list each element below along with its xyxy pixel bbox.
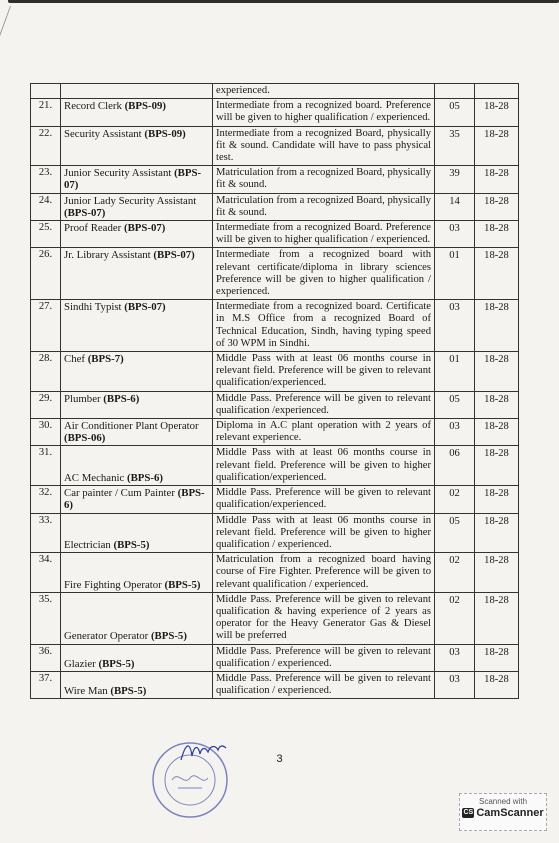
post-title: Plumber: [64, 392, 101, 405]
qualification: Diploma in A.C plant operation with 2 years of relevant experience.: [213, 419, 435, 446]
post-name: [61, 391, 213, 418]
post-name: [61, 99, 213, 126]
post-title: Chef: [64, 353, 85, 366]
post-count: 03: [435, 644, 475, 671]
qualification: Middle Pass. Preference will be given to relevant qualification / experienced.: [213, 644, 435, 671]
row-number: 24.: [31, 193, 61, 220]
table-row: [31, 513, 519, 553]
row-number: 36.: [31, 644, 61, 671]
row-number: 25.: [31, 221, 61, 248]
post-title: Junior Security Assistant: [64, 167, 172, 180]
scanner-caption: Scanned with: [478, 797, 528, 806]
post-title: Car painter / Cum Painter: [64, 487, 175, 500]
row-number: 26.: [31, 248, 61, 300]
qualification: Middle Pass with at least 06 months course in relevant field. Preference will be given to higher qualification / experienced.: [213, 513, 435, 553]
post-title: Generator Operator: [64, 630, 149, 643]
post-count: 02: [435, 553, 475, 593]
qualification: Middle Pass. Preference will be given to relevant qualification & having experience of 2 years as operator for the Heavy Generator Gas & Diesel will be preferred: [213, 592, 435, 644]
row-number: 23.: [31, 166, 61, 193]
pen-stroke: [0, 6, 43, 66]
post-title: Proof Reader: [64, 222, 122, 235]
post-count: 03: [435, 671, 475, 698]
post-count: 02: [435, 592, 475, 644]
scanner-brand: [460, 807, 546, 819]
post-count: 35: [435, 126, 475, 166]
post-name: [61, 193, 213, 220]
post-title: Electrician: [64, 538, 111, 551]
age-limit: 18-28: [475, 671, 519, 698]
post-count: 03: [435, 221, 475, 248]
age-limit: 18-28: [475, 300, 519, 352]
post-count: 03: [435, 419, 475, 446]
post-count: 02: [435, 486, 475, 513]
post-grade: (BPS-06): [64, 432, 106, 445]
table-row: [31, 486, 519, 513]
post-count: 01: [435, 352, 475, 392]
post-title: Sindhi Typist: [64, 301, 122, 314]
post-count: 06: [435, 446, 475, 486]
age-limit: [475, 84, 519, 99]
post-name: [61, 644, 213, 671]
qualification: Intermediate from a recognized board with relevant certificate/diploma in library sciences Preference will be given to higher qualification / experienced.: [213, 248, 435, 300]
post-count: 05: [435, 99, 475, 126]
qualification: Middle Pass. Preference will be given to relevant qualification /experienced.: [213, 391, 435, 418]
qualification: Matriculation from a recognized Board, physically fit & sound.: [213, 166, 435, 193]
post-name: [61, 486, 213, 513]
qualification: Matriculation from a recognized Board, physically fit & sound.: [213, 193, 435, 220]
post-grade: (BPS-07): [64, 206, 106, 219]
post-count: [435, 84, 475, 99]
post-grade: (BPS-07): [153, 249, 195, 262]
top-border-line: [8, 0, 559, 3]
signature: [178, 738, 228, 766]
post-name: [61, 300, 213, 352]
age-limit: 18-28: [475, 446, 519, 486]
post-name: [61, 84, 213, 99]
qualification: Matriculation from a recognized board having course of Fire Fighter. Preference will be given to relevant qualification / experienced.: [213, 553, 435, 593]
posts-table-body: [31, 84, 519, 699]
scanner-brand-name: CamScanner: [476, 807, 544, 819]
table-row: [31, 592, 519, 644]
post-name: [61, 248, 213, 300]
table-row: [31, 419, 519, 446]
age-limit: 18-28: [475, 221, 519, 248]
age-limit: 18-28: [475, 99, 519, 126]
age-limit: 18-28: [475, 553, 519, 593]
post-name: [61, 592, 213, 644]
post-grade: (BPS-5): [110, 685, 147, 698]
post-name: [61, 126, 213, 166]
table-row: [31, 84, 519, 99]
qualification: Middle Pass. Preference will be given to relevant qualification / experienced.: [213, 671, 435, 698]
row-number: 29.: [31, 391, 61, 418]
page-number: 3: [276, 753, 283, 765]
post-count: 05: [435, 391, 475, 418]
row-number: 37.: [31, 671, 61, 698]
post-count: 14: [435, 193, 475, 220]
age-limit: 18-28: [475, 592, 519, 644]
post-name: [61, 446, 213, 486]
post-grade: (BPS-5): [113, 538, 150, 551]
post-count: 03: [435, 300, 475, 352]
age-limit: 18-28: [475, 391, 519, 418]
post-grade: (BPS-07): [64, 167, 202, 192]
table-row: [31, 671, 519, 698]
qualification: experienced.: [213, 84, 435, 99]
camscanner-logo-icon: CS: [463, 809, 474, 817]
post-name: [61, 671, 213, 698]
post-title: Glazier: [64, 657, 96, 670]
post-title: Jr. Library Assistant: [64, 249, 151, 262]
age-limit: 18-28: [475, 486, 519, 513]
row-number: 27.: [31, 300, 61, 352]
row-number: 32.: [31, 486, 61, 513]
table-row: [31, 99, 519, 126]
post-title: Fire Fighting Operator: [64, 578, 162, 591]
table-row: [31, 248, 519, 300]
post-grade: (BPS-5): [150, 630, 187, 643]
post-grade: (BPS-7): [87, 353, 124, 366]
posts-table: [30, 83, 519, 699]
post-grade: (BPS-07): [123, 222, 166, 235]
table-row: [31, 553, 519, 593]
table-row: [31, 644, 519, 671]
row-number: 31.: [31, 446, 61, 486]
post-grade: (BPS-5): [164, 578, 201, 591]
post-name: [61, 513, 213, 553]
qualification: Intermediate from a recognized board. Preference will be given to higher qualification / experienced.: [213, 99, 435, 126]
table-row: [31, 446, 519, 486]
table-row: [31, 193, 519, 220]
post-name: [61, 352, 213, 392]
post-grade: (BPS-6): [126, 471, 163, 484]
table-row: [31, 126, 519, 166]
qualification: Middle Pass. Preference will be given to relevant qualification/experienced.: [213, 486, 435, 513]
qualification: Middle Pass with at least 06 months course in relevant field. Preference will be given to higher qualification/experienced.: [213, 446, 435, 486]
post-name: [61, 419, 213, 446]
row-number: 35.: [31, 592, 61, 644]
age-limit: 18-28: [475, 644, 519, 671]
camscanner-badge: [459, 793, 547, 831]
post-grade: (BPS-09): [144, 127, 186, 140]
post-grade: (BPS-5): [98, 657, 135, 670]
qualification: Middle Pass with at least 06 months course in relevant field. Preference will be given to relevant qualification/experienced.: [213, 352, 435, 392]
table-row: [31, 300, 519, 352]
qualification: Intermediate from a recognized board. Certificate in M.S Office from a recognized Board of Technical Education, Sindh, having typing speed of 30 WPM in Sindhi.: [213, 300, 435, 352]
row-number: 34.: [31, 553, 61, 593]
row-number: 22.: [31, 126, 61, 166]
age-limit: 18-28: [475, 166, 519, 193]
post-name: [61, 166, 213, 193]
table-row: [31, 391, 519, 418]
post-title: Record Clerk: [64, 100, 122, 113]
post-name: [61, 221, 213, 248]
age-limit: 18-28: [475, 513, 519, 553]
post-title: Wire Man: [64, 685, 108, 698]
post-title: Security Assistant: [64, 127, 142, 140]
qualification: Intermediate from a recognized Board. Preference will be given to higher qualification / experienced.: [213, 221, 435, 248]
post-grade: (BPS-6): [64, 487, 205, 512]
post-grade: (BPS-07): [124, 301, 166, 314]
qualification: Intermediate from a recognized Board, physically fit & sound. Candidate will have to pass physical test.: [213, 126, 435, 166]
age-limit: 18-28: [475, 248, 519, 300]
post-count: 39: [435, 166, 475, 193]
post-count: 05: [435, 513, 475, 553]
post-name: [61, 553, 213, 593]
row-number: 28.: [31, 352, 61, 392]
age-limit: 18-28: [475, 193, 519, 220]
post-count: 01: [435, 248, 475, 300]
age-limit: 18-28: [475, 126, 519, 166]
row-number: 30.: [31, 419, 61, 446]
row-number: 21.: [31, 99, 61, 126]
post-grade: (BPS-6): [103, 392, 140, 405]
post-grade: (BPS-09): [124, 100, 166, 113]
row-number: [31, 84, 61, 99]
post-title: Air Conditioner Plant Operator: [64, 420, 199, 433]
table-row: [31, 221, 519, 248]
row-number: 33.: [31, 513, 61, 553]
table-row: [31, 166, 519, 193]
post-title: AC Mechanic: [64, 471, 125, 484]
table-row: [31, 352, 519, 392]
post-title: Junior Lady Security Assistant: [64, 194, 197, 207]
age-limit: 18-28: [475, 352, 519, 392]
age-limit: 18-28: [475, 419, 519, 446]
